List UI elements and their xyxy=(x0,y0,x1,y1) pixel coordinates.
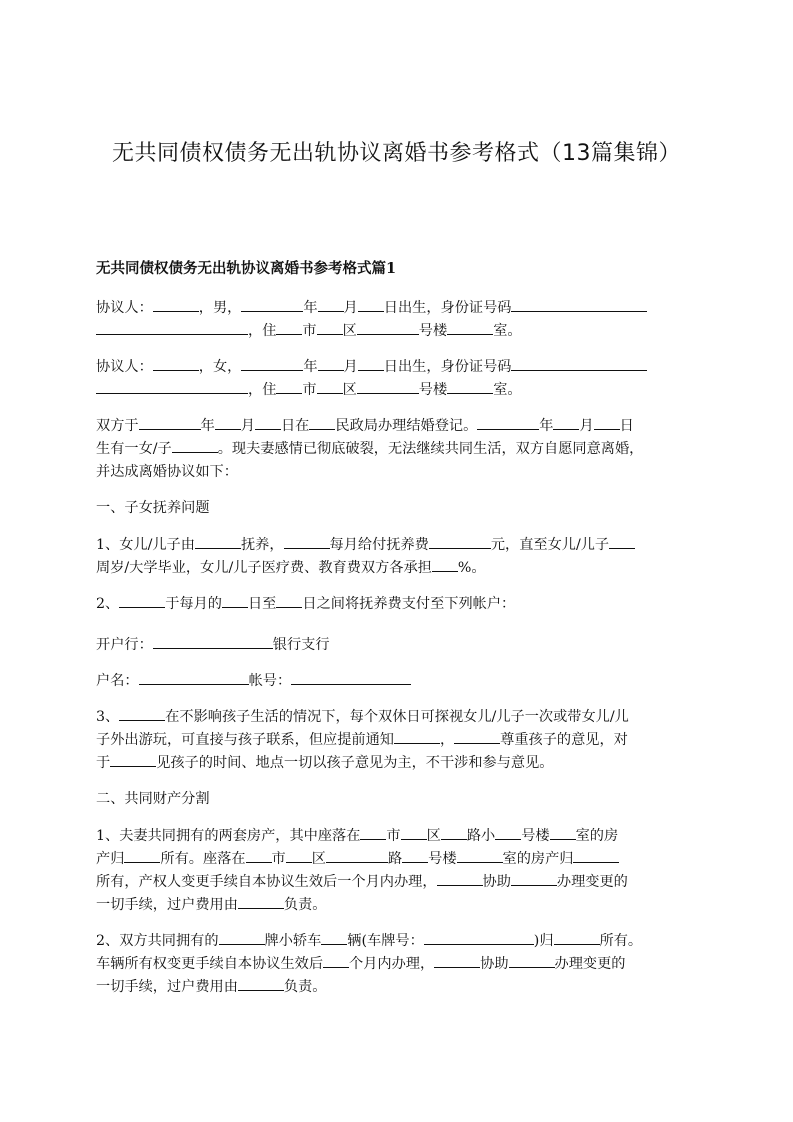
text-segment: 月 xyxy=(343,300,358,316)
marriage-paragraph xyxy=(96,414,706,483)
fill-in-blank xyxy=(554,929,600,945)
fill-in-blank xyxy=(432,556,458,572)
text-segment: 协议人： xyxy=(96,300,153,316)
text-segment: 辆(车牌号： xyxy=(347,933,424,949)
fill-in-blank xyxy=(437,870,483,886)
fill-in-blank xyxy=(276,592,302,608)
text-segment: 区 xyxy=(342,382,357,398)
text-segment: 1、女儿/儿子由 xyxy=(96,537,195,553)
fill-in-blank xyxy=(447,319,493,335)
text-segment: 区 xyxy=(311,851,326,867)
fill-in-blank xyxy=(360,824,386,840)
fill-in-blank xyxy=(434,952,480,968)
text-segment: 负责。 xyxy=(283,979,327,995)
fill-in-blank xyxy=(153,633,273,649)
fill-in-blank xyxy=(358,296,384,312)
fill-in-blank xyxy=(402,847,428,863)
text-line xyxy=(96,728,706,751)
text-segment: 于每月的 xyxy=(165,596,222,612)
fill-in-blank xyxy=(321,929,347,945)
text-segment: 日出生，身份证号码 xyxy=(383,300,512,316)
text-segment: 周岁/大学毕业，女儿/儿子医疗费、教育费双方各承担 xyxy=(96,560,432,576)
document-body xyxy=(96,258,706,1011)
fill-in-blank xyxy=(222,592,248,608)
text-segment: 双方于 xyxy=(96,418,139,434)
text-segment: 市 xyxy=(386,828,401,844)
text-line xyxy=(96,414,706,437)
text-segment: 一切手续，过户费用由 xyxy=(96,979,238,995)
text-segment: 2、 xyxy=(96,596,120,612)
text-segment: 号楼 xyxy=(521,828,550,844)
text-segment: 民政局办理结婚登记。 xyxy=(335,418,478,434)
fill-in-blank xyxy=(429,533,491,549)
text-segment: 日出生，身份证号码 xyxy=(383,359,512,375)
text-segment: )归 xyxy=(533,933,554,949)
fill-in-blank xyxy=(401,824,427,840)
text-segment: 办理变更的 xyxy=(554,956,626,972)
text-line xyxy=(96,975,706,998)
text-segment: 在不影响孩子生活的情况下，每个双休日可探视女儿/儿子一次或带女儿/儿 xyxy=(165,709,629,725)
text-line xyxy=(96,296,706,319)
fill-in-blank xyxy=(172,437,218,453)
text-segment: 银行支行 xyxy=(272,637,330,653)
text-line xyxy=(96,893,706,916)
text-segment: 路 xyxy=(387,851,403,867)
text-segment: 户名： xyxy=(96,673,139,689)
text-line xyxy=(96,592,706,615)
fill-in-blank xyxy=(195,533,241,549)
fill-in-blank xyxy=(139,414,201,430)
fill-in-blank xyxy=(511,355,647,371)
fill-in-blank xyxy=(276,378,302,394)
fill-in-blank xyxy=(119,705,165,721)
text-segment: 生有一女/子 xyxy=(96,441,172,457)
fill-in-blank xyxy=(318,355,344,371)
fill-in-blank xyxy=(153,296,199,312)
text-segment: ，女， xyxy=(198,359,242,375)
text-segment: 区 xyxy=(426,828,441,844)
text-segment: 号楼 xyxy=(418,323,448,339)
fill-in-blank xyxy=(238,893,284,909)
text-segment: 协议人： xyxy=(96,359,153,375)
text-segment: 室。 xyxy=(493,382,522,398)
fill-in-blank xyxy=(457,847,503,863)
text-segment: 年 xyxy=(303,359,318,375)
account-line xyxy=(96,669,706,692)
text-line xyxy=(96,378,706,401)
party-one-paragraph xyxy=(96,296,706,342)
text-segment: 号楼 xyxy=(418,382,448,398)
car-clause xyxy=(96,929,706,998)
fill-in-blank xyxy=(424,929,534,945)
text-segment: 号楼 xyxy=(428,851,457,867)
text-segment: 帐号： xyxy=(248,673,292,689)
text-line xyxy=(96,633,706,656)
fill-in-blank xyxy=(326,847,388,863)
fill-in-blank xyxy=(447,378,493,394)
document-title: 无共同债权债务无出轨协议离婚书参考格式（13篇集锦） xyxy=(112,141,681,166)
text-segment: 月 xyxy=(240,418,255,434)
text-segment: 年 xyxy=(303,300,318,316)
text-line xyxy=(96,355,706,378)
fill-in-blank xyxy=(284,533,330,549)
fill-in-blank xyxy=(358,355,384,371)
text-line xyxy=(96,319,706,342)
text-segment: 所有，产权人变更手续自本协议生效后一个月内办理， xyxy=(96,874,437,890)
section-property: 二、共同财产分割 xyxy=(96,791,210,807)
text-segment: 每月给付抚养费 xyxy=(329,537,429,553)
text-segment: 所有。座落在 xyxy=(160,851,246,867)
fill-in-blank xyxy=(594,414,620,430)
fill-in-blank xyxy=(291,669,411,685)
text-segment: 并达成离婚协议如下： xyxy=(96,464,238,480)
text-line xyxy=(96,460,706,483)
text-segment: ， xyxy=(439,732,455,748)
text-segment: 路小 xyxy=(466,828,496,844)
text-segment: 月 xyxy=(579,418,594,434)
text-segment: 室的房产归 xyxy=(502,851,574,867)
fill-in-blank xyxy=(454,728,500,744)
text-segment: 市 xyxy=(302,382,317,398)
text-segment: 市 xyxy=(302,323,317,339)
text-segment: %。 xyxy=(457,560,486,576)
text-segment: 月 xyxy=(343,359,358,375)
text-segment: 一切手续，过户费用由 xyxy=(96,897,238,913)
text-segment: 年 xyxy=(539,418,554,434)
fill-in-blank xyxy=(441,824,467,840)
text-segment: 车辆所有权变更手续自本协议生效后 xyxy=(96,956,324,972)
fill-in-blank xyxy=(317,319,343,335)
text-segment: 负责。 xyxy=(283,897,327,913)
fill-in-blank xyxy=(124,847,160,863)
fill-in-blank xyxy=(119,592,165,608)
text-segment: 开户行： xyxy=(96,637,153,653)
fill-in-blank xyxy=(511,870,557,886)
fill-in-blank xyxy=(286,847,312,863)
text-segment: 协助 xyxy=(482,874,511,890)
fill-in-blank xyxy=(241,296,303,312)
text-segment: 尊重孩子的意见，对 xyxy=(500,732,628,748)
text-line xyxy=(96,870,706,893)
fill-in-blank xyxy=(550,824,576,840)
text-segment: 子外出游玩，可直接与孩子联系，但应提前通知 xyxy=(96,732,394,748)
text-line xyxy=(96,929,706,952)
text-segment: 日在 xyxy=(280,418,310,434)
text-segment: 市 xyxy=(271,851,286,867)
fill-in-blank xyxy=(509,952,555,968)
text-line xyxy=(96,437,706,460)
fill-in-blank xyxy=(96,378,248,394)
fill-in-blank xyxy=(153,355,199,371)
text-segment: 协助 xyxy=(480,956,509,972)
text-line xyxy=(96,669,706,692)
text-segment: 产归 xyxy=(96,851,125,867)
text-segment: 区 xyxy=(342,323,357,339)
text-segment: 室。 xyxy=(493,323,522,339)
fill-in-blank xyxy=(255,414,281,430)
text-line xyxy=(96,952,706,975)
party-two-paragraph xyxy=(96,355,706,401)
fill-in-blank xyxy=(309,414,335,430)
text-segment: 日之间将抚养费支付至下列帐户： xyxy=(302,596,516,612)
section-heading: 无共同债权债务无出轨协议离婚书参考格式篇1 xyxy=(96,260,397,277)
text-segment: 年 xyxy=(200,418,215,434)
text-segment: 室的房 xyxy=(575,828,619,844)
text-line xyxy=(96,751,706,774)
custody-clause xyxy=(96,533,706,579)
fill-in-blank xyxy=(394,728,440,744)
payment-clause xyxy=(96,592,706,615)
fill-in-blank xyxy=(609,533,635,549)
fill-in-blank xyxy=(477,414,539,430)
text-line xyxy=(96,556,706,579)
text-segment: 。现夫妻感情已彻底破裂，无法继续共同生活，双方自愿同意离婚， xyxy=(217,441,644,457)
house-clause xyxy=(96,824,706,916)
fill-in-blank xyxy=(317,378,343,394)
fill-in-blank xyxy=(246,847,272,863)
text-segment: 见孩子的时间、地点一切以孩子意见为主，不干涉和参与意见。 xyxy=(156,755,554,771)
fill-in-blank xyxy=(357,319,419,335)
fill-in-blank xyxy=(573,847,619,863)
fill-in-blank xyxy=(139,669,249,685)
fill-in-blank xyxy=(96,319,248,335)
text-line xyxy=(96,847,706,870)
text-segment: 所有。 xyxy=(599,933,643,949)
text-segment: 办理变更的 xyxy=(556,874,628,890)
text-line xyxy=(96,533,706,556)
fill-in-blank xyxy=(553,414,579,430)
text-segment: ，住 xyxy=(248,382,277,398)
fill-in-blank xyxy=(495,824,521,840)
text-segment: 日 xyxy=(619,418,634,434)
fill-in-blank xyxy=(110,751,156,767)
fill-in-blank xyxy=(318,296,344,312)
text-segment: 牌小轿车 xyxy=(264,933,322,949)
fill-in-blank xyxy=(238,975,284,991)
fill-in-blank xyxy=(357,378,419,394)
text-segment: ，男， xyxy=(198,300,242,316)
text-line xyxy=(96,705,706,728)
fill-in-blank xyxy=(219,929,265,945)
text-segment: 元，直至女儿/儿子 xyxy=(490,537,610,553)
text-line xyxy=(96,824,706,847)
bank-line xyxy=(96,633,706,656)
text-segment: 于 xyxy=(96,755,111,771)
text-segment: 2、双方共同拥有的 xyxy=(96,933,219,949)
fill-in-blank xyxy=(276,319,302,335)
text-segment: ，住 xyxy=(248,323,277,339)
fill-in-blank xyxy=(241,355,303,371)
text-segment: 个月内办理， xyxy=(349,956,435,972)
section-children: 一、子女抚养问题 xyxy=(96,500,210,516)
visitation-clause xyxy=(96,705,706,774)
fill-in-blank xyxy=(511,296,647,312)
text-segment: 日至 xyxy=(247,596,277,612)
fill-in-blank xyxy=(215,414,241,430)
text-segment: 1、夫妻共同拥有的两套房产，其中座落在 xyxy=(96,828,361,844)
text-segment: 抚养， xyxy=(240,537,284,553)
fill-in-blank xyxy=(323,952,349,968)
text-segment: 3、 xyxy=(96,709,120,725)
